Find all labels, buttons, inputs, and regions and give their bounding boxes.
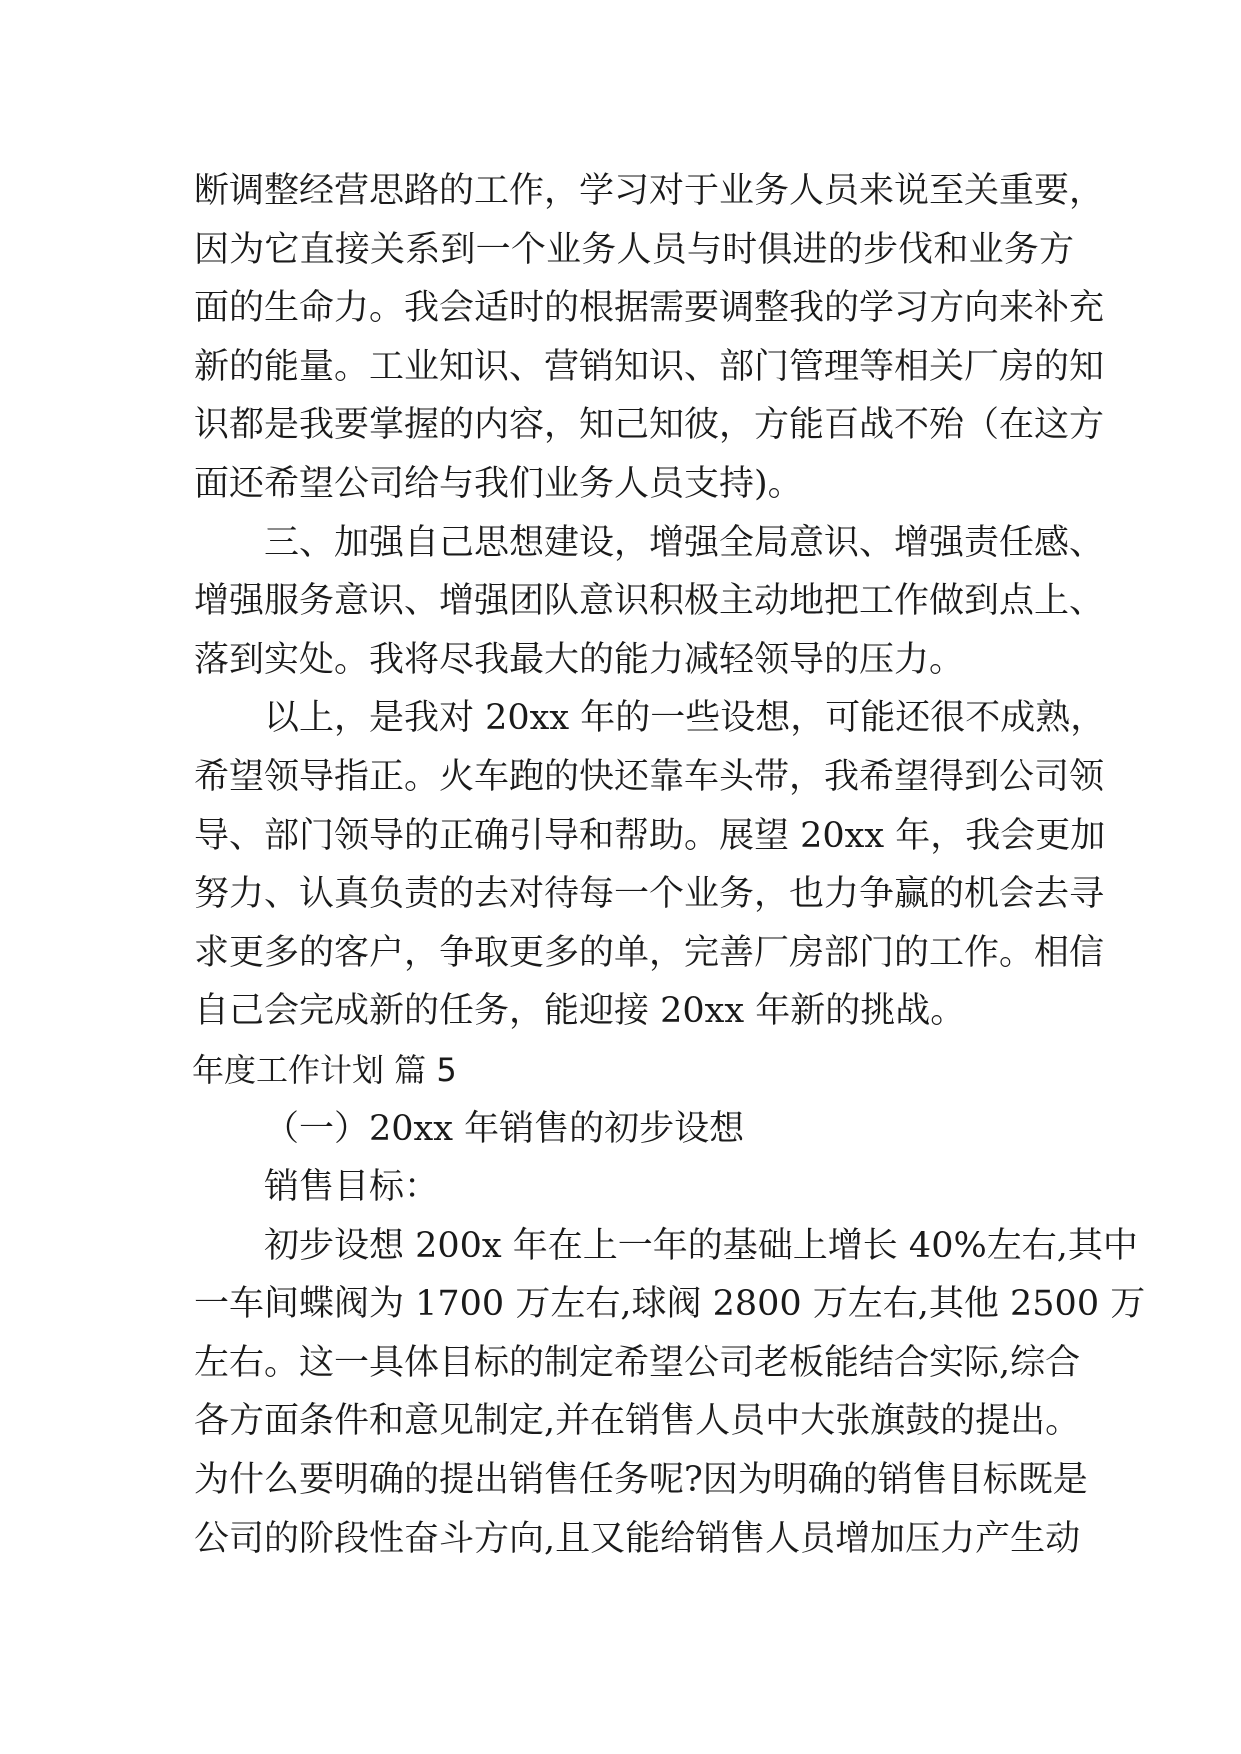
text-line: 落到实处。我将尽我最大的能力减轻领导的压力。	[194, 639, 965, 680]
text-line: 一车间蝶阀为 1700 万左右,球阀 2800 万左右,其他 2500 万	[194, 1284, 1146, 1325]
document-body	[192, 162, 1146, 1568]
text-line: 面的生命力。我会适时的根据需要调整我的学习方向来补充	[194, 288, 1105, 329]
text-line: 公司的阶段性奋斗方向,且又能给销售人员增加压力产生动	[194, 1518, 1081, 1559]
text-line: 左右。这一具体目标的制定希望公司老板能结合实际,综合	[194, 1342, 1081, 1383]
section-heading: 年度工作计划 篇 5	[192, 1050, 457, 1089]
text-line: 识都是我要掌握的内容，知己知彼，方能百战不殆（在这方	[194, 405, 1105, 446]
paragraph-learning	[194, 162, 1105, 514]
text-line: 增强服务意识、增强团队意识积极主动地把工作做到点上、	[194, 581, 1105, 622]
text-line: 新的能量。工业知识、营销知识、部门管理等相关厂房的知	[194, 346, 1105, 387]
subheading: （一）20xx 年销售的初步设想	[264, 1108, 745, 1149]
text-line: 导、部门领导的正确引导和帮助。展望 20xx 年，我会更加	[194, 815, 1106, 856]
paragraph-conclusion	[194, 689, 1106, 1041]
paragraph-sales-target	[194, 1217, 1146, 1569]
text-line: 为什么要明确的提出销售任务呢?因为明确的销售目标既是	[194, 1460, 1088, 1501]
text-line: 初步设想 200x 年在上一年的基础上增长 40%左右,其中	[264, 1225, 1138, 1266]
text-line: 自己会完成新的任务，能迎接 20xx 年新的挑战。	[194, 991, 966, 1032]
text-line: 以上，是我对 20xx 年的一些设想，可能还很不成熟，	[264, 698, 1106, 739]
text-line: 努力、认真负责的去对待每一个业务，也力争赢的机会去寻	[194, 874, 1105, 915]
text-line: 断调整经营思路的工作，学习对于业务人员来说至关重要，	[194, 171, 1105, 211]
text-line: 求更多的客户，争取更多的单，完善厂房部门的工作。相信	[194, 932, 1105, 973]
label-sales-target: 销售目标：	[264, 1167, 440, 1208]
text-line: 三、加强自己思想建设，增强全局意识、增强责任感、	[264, 522, 1105, 563]
text-line: 各方面条件和意见制定,并在销售人员中大张旗鼓的提出。	[194, 1401, 1081, 1442]
paragraph-ideology	[194, 514, 1105, 690]
text-line: 因为它直接关系到一个业务人员与时俱进的步伐和业务方	[194, 229, 1074, 270]
text-line: 希望领导指正。火车跑的快还靠车头带，我希望得到公司领	[194, 756, 1105, 797]
text-line: 面还希望公司给与我们业务人员支持)。	[194, 463, 803, 504]
